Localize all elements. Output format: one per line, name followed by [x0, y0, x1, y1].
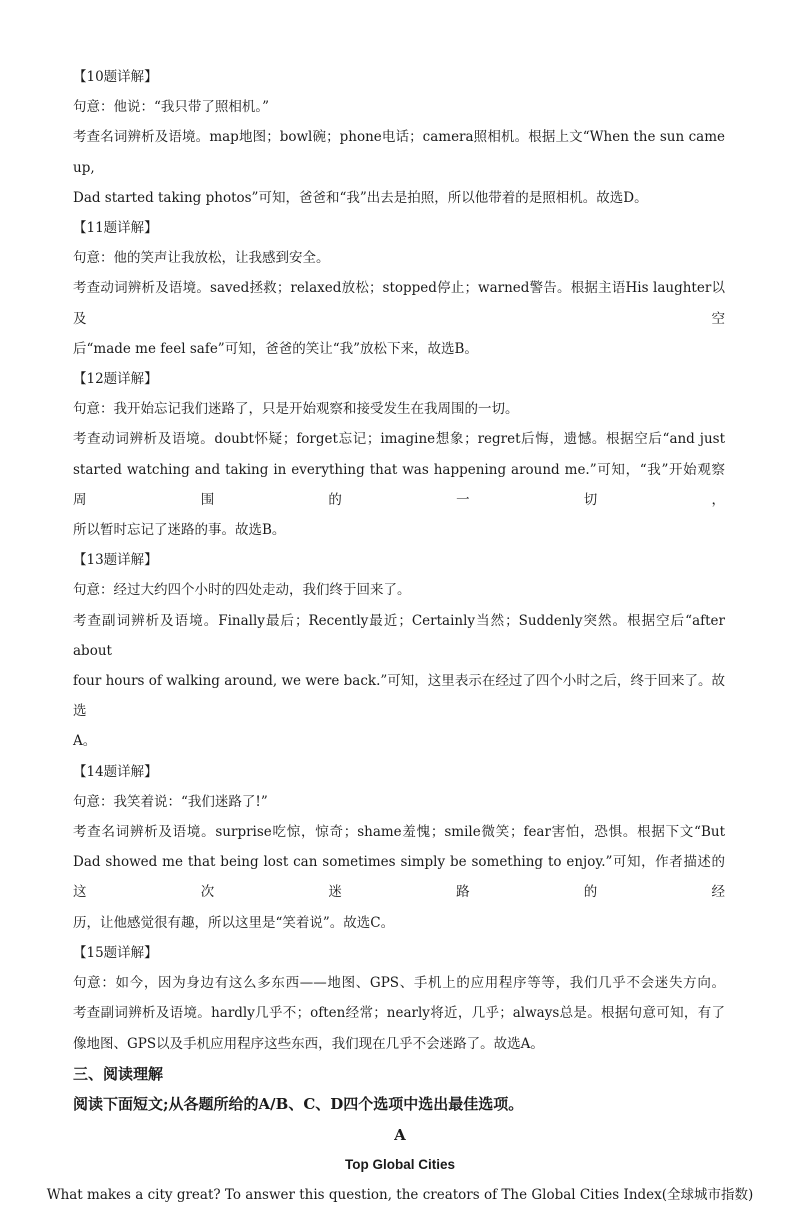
passage-first-line: What makes a city great? To answer this question, the creators of The Global Cities Index(全球城市指数): [46, 1186, 754, 1203]
q15-header: 【15题详解】: [73, 944, 158, 961]
q12-meaning: 句意：我开始忘记我们迷路了，只是开始观察和接受发生在我周围的一切。: [73, 401, 519, 418]
q13-meaning: 句意：经过大约四个小时的四处走动，我们终于回来了。: [73, 582, 411, 599]
q10-analysis-line-1: 考查名词辨析及语境。map地图；bowl碗；phone电话；camera照相机。根据上文“When the sun came up,: [73, 129, 725, 176]
q12-analysis-line-1: 考查动词辨析及语境。doubt怀疑；forget忘记；imagine想象；regret后悔，遗憾。根据空后“and just: [73, 431, 725, 448]
document-content: [46, 62, 754, 1210]
q11-analysis-line-2: 后“made me feel safe”可知，爸爸的笑让“我”放松下来，故选B。: [73, 340, 478, 357]
q13-analysis-line-1: 考查副词辨析及语境。Finally最后；Recently最近；Certainly当然；Suddenly突然。根据空后“after about: [73, 612, 725, 659]
q10-analysis-line-2: Dad started taking photos”可知，爸爸和“我”出去是拍照，所以他带着的是照相机。故选D。: [73, 189, 648, 206]
q13-header: 【13题详解】: [73, 552, 158, 569]
q12-analysis-line-3: 所以暂时忘记了迷路的事。故选B。: [73, 522, 286, 539]
q14-analysis-line-1: 考查名词辨析及语境。surprise吃惊，惊奇；shame羞愧；smile微笑；fear害怕，恐惧。根据下文“But: [73, 824, 725, 841]
q13-analysis-line-2: four hours of walking around, we were back.”可知，这里表示在经过了四个小时之后，终于回来了。故选: [73, 673, 725, 720]
passage-title: Top Global Cities: [344, 1156, 455, 1172]
section-instruction: 阅读下面短文;从各题所给的A/B、C、D四个选项中选出最佳选项。: [73, 1095, 524, 1114]
q11-analysis-line-1: 考查动词辨析及语境。saved拯救；relaxed放松；stopped停止；warned警告。根据主语His laughter以及空: [73, 280, 725, 327]
q10-header: 【10题详解】: [73, 69, 158, 85]
q12-header: 【12题详解】: [73, 371, 158, 388]
q10-meaning: 句意：他说：“我只带了照相机。”: [73, 99, 270, 116]
q15-analysis-line-1: 考查副词辨析及语境。hardly几乎不；often经常；nearly将近，几乎；always总是。根据句意可知，有了: [73, 1005, 725, 1022]
q14-header: 【14题详解】: [73, 763, 158, 780]
q13-analysis-line-3: A。: [73, 733, 97, 750]
section-title: 三、阅读理解: [73, 1064, 164, 1083]
q11-header: 【11题详解】: [73, 220, 158, 237]
q15-analysis-line-2: 像地图、GPS以及手机应用程序这些东西，我们现在几乎不会迷路了。故选A。: [73, 1035, 544, 1052]
q11-meaning: 句意：他的笑声让我放松，让我感到安全。: [73, 250, 330, 267]
q15-meaning: 句意：如今，因为身边有这么多东西——地图、GPS、手机上的应用程序等等，我们几乎不会迷失方向。: [73, 975, 725, 992]
q12-analysis-line-2: started watching and taking in everything that was happening around me.”可知，“我”开始观察周围的一切，: [73, 461, 725, 508]
passage-letter: A: [394, 1125, 406, 1144]
q14-analysis-line-2: Dad showed me that being lost can sometimes simply be something to enjoy.”可知，作者描述的这次迷路的经: [73, 854, 725, 901]
q14-analysis-line-3: 历，让他感觉很有趣，所以这里是“笑着说”。故选C。: [73, 914, 395, 931]
q14-meaning: 句意：我笑着说：“我们迷路了!”: [73, 793, 268, 810]
